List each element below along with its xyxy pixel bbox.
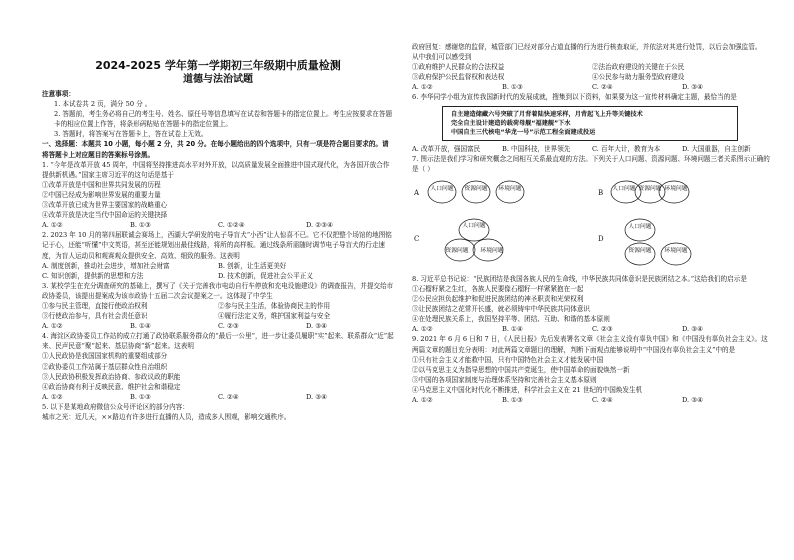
question-stem: 3. 某校学生在充分调查研究的基础上，撰写了《关于完善我市电动自行车停放和充电设施建设》的调查报告，并提交给市政协委员，该提出提案成为该市政协十五届二次会议提案之一。这体现了中学生: [42, 281, 394, 300]
statement: ①只有社会主义才能救中国，只有中国特色社会主义才能发展中国: [412, 355, 604, 364]
diagram-label-c[interactable]: C: [414, 234, 420, 243]
choice[interactable]: B. 创新，让生活更美好: [218, 261, 287, 270]
answer-choices: [42, 220, 394, 230]
comment-line: 政府回复：感谢您的监督，城管部门已经对部分占道直播的行为进行核查取证，并依法对其进行处罚，以后会加强监管。: [412, 43, 762, 51]
comment-line: 从中我们可以感受到: [412, 53, 472, 62]
statement: ②以马克思主义为指导思想的中国共产党诞生，使中国革命的面貌焕然一新: [412, 365, 630, 374]
statement: ③行使政治参与，具有社会责任意识: [42, 312, 148, 321]
statement: ③让民族团结之花常开长盛，就必须铸牢中华民族共同体意识: [412, 305, 591, 314]
answer-choices: [42, 392, 394, 402]
statement: ④在处理民族关系上，我国坚持平等、团结、互助、和谐的基本原则: [412, 315, 610, 324]
diagram-label-d[interactable]: D: [598, 234, 604, 243]
diagram-b: [610, 176, 710, 217]
node-environment: 环境问题: [664, 247, 688, 254]
choice[interactable]: A. 改革开放，强国富民: [412, 144, 481, 153]
relation-diagrams: [412, 176, 772, 272]
right-column: [412, 42, 772, 405]
statement: ③改革开放已成为世界主要国家的战略重心: [42, 201, 168, 210]
choice[interactable]: A. ①②: [42, 221, 63, 230]
choice[interactable]: B. ①④: [130, 322, 151, 331]
material-line: 完全自主设计建造的载荷母舰“福建舰”下水: [451, 119, 571, 127]
question-stem: 9. 2021 年 6 月 6 日和 7 日，《人民日报》先后发表署名文章《社会主义没有辜负中国》和《中国没有辜负社会主义》。这两篇文章的题目充分表明：对此两篇文章题目的理解，判断下面观点能够说明中“中国没有辜负社会主义”中的是: [412, 335, 768, 354]
node-environment: 环境问题: [480, 247, 504, 254]
answer-choices: [42, 261, 394, 281]
statement: ①参与民主管理，直接行使政治权利: [42, 301, 148, 310]
choice[interactable]: D. ③④: [306, 392, 328, 401]
material-line: 自主建造储藏六号突破了月背着陆快速采样，月背起飞上升等关键技术: [451, 110, 643, 118]
notice-item: 1. 本试卷共 2 页，满分 50 分 。: [54, 100, 152, 109]
statement: ②法治政府建设的关键在于公民: [592, 63, 685, 72]
node-environment: 环境问题: [498, 185, 522, 192]
choice[interactable]: D. 技术创新，促进社会公平正义: [218, 271, 313, 280]
choice[interactable]: C. ②③: [592, 325, 613, 334]
answer-choices: [412, 144, 772, 154]
choice[interactable]: B. 中国科技，世界领先: [502, 144, 571, 153]
node-population: 人口问题: [462, 222, 486, 229]
material-line: 中国自主三代核电“华龙一号”示范工程全面建成投运: [451, 128, 596, 136]
statement: ④公民参与助力服务型政府建设: [592, 73, 685, 82]
choice[interactable]: D. ③④: [682, 325, 704, 334]
statements: [42, 301, 394, 321]
choice[interactable]: B. ①③: [130, 392, 151, 401]
choice[interactable]: D. ②③④: [306, 221, 333, 230]
statement: ②中国已经成为影响世界发展的重要力量: [42, 190, 161, 199]
node-resource: 资源问题: [445, 247, 469, 254]
statement: ④政治协商有利于反映民意、维护社会和谐稳定: [42, 382, 181, 391]
statement: ①改革开放是中国和世界共同发展的历程: [42, 180, 161, 189]
choice[interactable]: C. ②④: [592, 83, 613, 92]
material-box: [442, 106, 738, 141]
choice[interactable]: A. ①②: [412, 395, 433, 404]
statement: ③人民政协积极发挥政治协商、参政议政的职能: [42, 372, 181, 381]
left-column: [42, 44, 394, 422]
question-stem: 8. 习近平总书记说：“民族团结是我国各族人民的生命线，中华民族共同体意识是民族团结之本。”这给我们的启示是: [412, 274, 747, 283]
choice[interactable]: A. ①②: [42, 392, 63, 401]
statements: [412, 62, 772, 82]
choice[interactable]: A. 制度创新，推动社会进步，增加社会财富: [42, 261, 170, 270]
choice[interactable]: B. ①③: [502, 395, 523, 404]
statement: ①石榴籽紧之生红，各族人民要像石榴籽一样紧紧抱在一起: [412, 284, 584, 293]
answer-choices: [42, 321, 394, 331]
choice[interactable]: D. ③④: [682, 83, 704, 92]
node-population: 人口问题: [430, 185, 454, 192]
choice[interactable]: C. 百年大计，教育为本: [592, 144, 661, 153]
question-stem: 7. 图示法是我们学习和研究概念之间相互关系最直观的方法。下列关于人口问题、资源问题、环境问题三者关系图示正确的是（ ）: [412, 154, 770, 173]
statement: ②政协委员工作站属于基层群众性自治组织: [42, 362, 168, 371]
diagram-a: [426, 176, 526, 217]
statement: ④马克思主义中国化时代化不断推进，科学社会主义在 21 世纪的中国焕发生机: [412, 385, 643, 394]
notice-heading: 注意事项：: [42, 90, 75, 98]
statement: ②公民应担负起维护和促进民族团结的神圣职责和光荣权利: [412, 295, 584, 304]
statement: ①人民政协是我国国家机构的重要组成部分: [42, 352, 168, 361]
choice[interactable]: B. ①③: [502, 83, 523, 92]
diagram-c: [426, 214, 526, 273]
choice[interactable]: D. ③④: [682, 395, 704, 404]
choice[interactable]: B. ①④: [502, 325, 523, 334]
statement: ①政府维护人民群众的合法权益: [412, 63, 505, 72]
node-population: 人口问题: [628, 223, 652, 230]
choice[interactable]: C. 知识创新，提供新的思想和方法: [42, 271, 144, 280]
notice-item: 3. 答题时，将答案写在答题卡上，答在试卷上无效。: [54, 130, 208, 139]
statement: ②参与民主生活，体验协商民主的作用: [218, 301, 331, 310]
question-stem: 2. 2023 年 10 月的第四届联诚会赛场上，西湖大学研发的电子导盲犬“小西”让人惊喜不已。它不仅把整个场馆的地图铭记于心，还能“听懂”中文英语，甚至还能规划出最佳线路，将所的高样板。通过线条所需随时调节电子导盲犬的行走速度，为盲人运动员和观赛观众提供安全、高效、细致的服务。这表明: [42, 231, 392, 260]
diagram-label-b[interactable]: B: [598, 188, 604, 197]
question-stem: 5. 以下是某地政府微信公众号评论区的部分内容：: [42, 402, 189, 411]
choice[interactable]: C. ②④: [592, 395, 613, 404]
node-resource: 资源问题: [464, 185, 488, 192]
answer-choices: [412, 324, 772, 334]
diagram-d: [610, 214, 710, 273]
node-resource: 资源问题: [638, 185, 662, 192]
choice[interactable]: C. ②③: [218, 322, 239, 331]
choice[interactable]: C. ②④: [218, 392, 239, 401]
question-stem: 6. 李华同学小组为宣传我国新时代的发展成就，搜集到以下资料，如果要为这一宣传材料确定主题，最恰当的是: [412, 93, 737, 102]
statement: ③政府保护公民监督权和表达权: [412, 73, 505, 82]
choice[interactable]: A. ①②: [412, 325, 433, 334]
statement: ④履行法定义务，维护国家利益与安全: [218, 312, 331, 321]
notice-item: 2. 答题前，考生务必将自己的考生号、姓名、原任号等信息填写在试卷和答题卡的指定位置上。考生应按要求在答题卡的相应位置上作答，将条形码粘贴在答题卡的指定位置上。: [54, 110, 393, 129]
choice[interactable]: A. ①②: [42, 322, 63, 331]
diagram-label-a[interactable]: A: [414, 188, 420, 197]
exam-title: 2024-2025 学年第一学期初三年级期中质量检测: [95, 59, 341, 72]
comment-line: 城市之光：近几天，××路边有许多进行直播的人员，造成多人围观，影响交通秩序。: [42, 413, 291, 421]
node-resource: 资源问题: [628, 247, 652, 254]
choice[interactable]: D. ③④: [306, 322, 328, 331]
node-population: 人口问题: [612, 185, 636, 192]
choice[interactable]: C. ①②④: [218, 221, 245, 230]
question-stem: 4. 海淀区政协委员工作站的成立打通了政协联系服务群众的“最后一公里”，进一步让委员履职“实”起来、联系群众“近”起来、民声民意“聚”起来、基层协商“新”起来。这表明: [42, 332, 394, 351]
choice[interactable]: D. 大国重器，自主创新: [682, 144, 751, 153]
statement: ③中国的各项国家制度与治理体系坚持和完善社会主义基本原则: [412, 375, 597, 384]
question-stem: 1. “今年是改革开放 45 周年，中国将坚持推进高水平对外开放，以高质量发展全面推进中国式现代化，为各国开放合作提供新机遇。”国家主席习近平的这句话是基于: [42, 160, 390, 179]
statement: ④改革开放是决定当代中国命运的关键抉择: [42, 211, 168, 220]
answer-choices: [412, 82, 772, 92]
choice[interactable]: B. ①③: [130, 221, 151, 230]
choice[interactable]: A. ①②: [412, 83, 433, 92]
exam-subtitle: 道德与法治试题: [183, 74, 253, 85]
node-environment: 环境问题: [664, 185, 688, 192]
section-heading: 一、选择题：本题共 10 小题，每小题 2 分，共 20 分。在每小题给出的四个选项中，只有一项是符合题目要求的。请将答题卡上对应题目的答案标号涂黑。: [42, 140, 389, 159]
answer-choices: [412, 395, 772, 405]
